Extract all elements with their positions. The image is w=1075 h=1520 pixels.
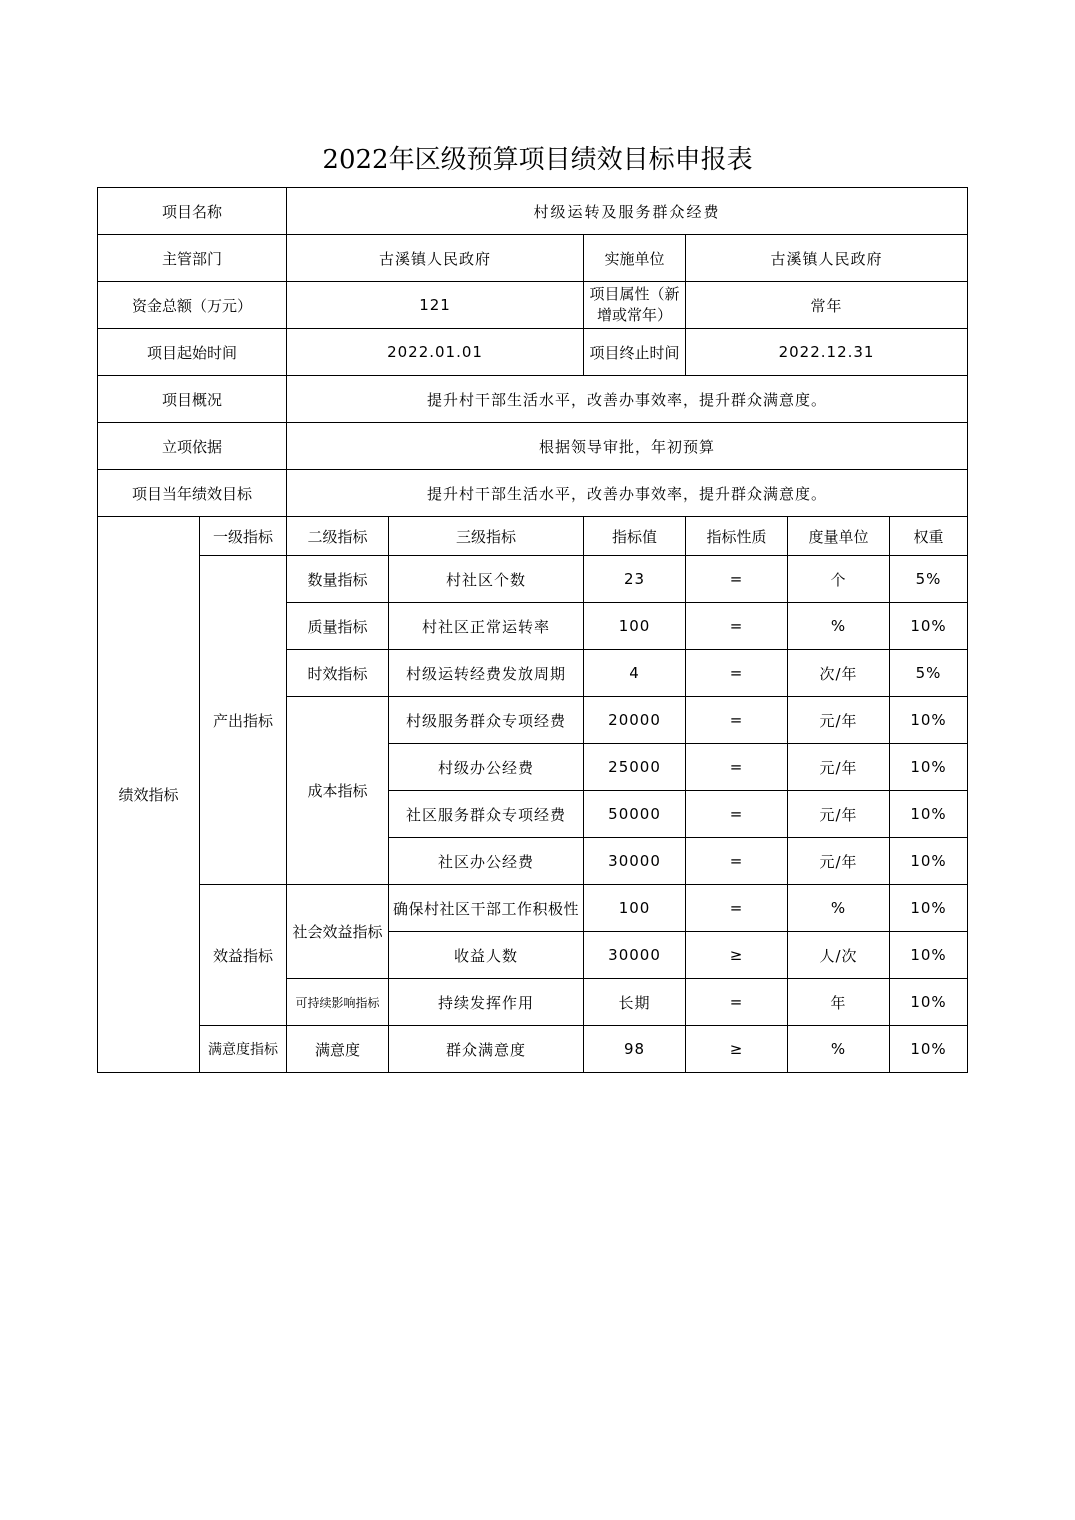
indicator-value: 30000 (584, 932, 686, 979)
indicator-unit: 元/年 (788, 744, 890, 791)
header-nature: 指标性质 (686, 517, 788, 556)
level1-benefit: 效益指标 (200, 885, 287, 1026)
row-funds (98, 282, 968, 329)
level2-social-benefit: 社会效益指标 (287, 885, 389, 979)
header-value: 指标值 (584, 517, 686, 556)
funds-label: 资金总额（万元） (98, 282, 287, 329)
level2-quantity: 数量指标 (287, 556, 389, 603)
row-overview (98, 376, 968, 423)
project-name-label: 项目名称 (98, 188, 287, 235)
perf-header-row (98, 517, 968, 556)
indicator-weight: 10% (890, 885, 968, 932)
goal-value: 提升村干部生活水平，改善办事效率，提升群众满意度。 (287, 470, 968, 517)
impl-value: 古溪镇人民政府 (686, 235, 968, 282)
start-label: 项目起始时间 (98, 329, 287, 376)
header-level2: 二级指标 (287, 517, 389, 556)
indicator-unit: 元/年 (788, 697, 890, 744)
indicator-unit: 人/次 (788, 932, 890, 979)
attr-label: 项目属性（新增或常年） (584, 282, 686, 329)
indicator-name: 村级服务群众专项经费 (389, 697, 584, 744)
overview-value: 提升村干部生活水平，改善办事效率，提升群众满意度。 (287, 376, 968, 423)
indicator-unit: % (788, 885, 890, 932)
level1-output: 产出指标 (200, 556, 287, 885)
indicator-name: 村社区个数 (389, 556, 584, 603)
indicator-weight: 10% (890, 603, 968, 650)
indicator-nature: ≥ (686, 1026, 788, 1073)
indicator-nature: = (686, 650, 788, 697)
indicator-value: 25000 (584, 744, 686, 791)
row-dates (98, 329, 968, 376)
indicator-value: 30000 (584, 838, 686, 885)
basis-value: 根据领导审批，年初预算 (287, 423, 968, 470)
level2-sustainable-impact: 可持续影响指标 (287, 979, 389, 1026)
indicator-nature: = (686, 885, 788, 932)
indicator-unit: 元/年 (788, 838, 890, 885)
funds-value: 121 (287, 282, 584, 329)
indicator-unit: 元/年 (788, 791, 890, 838)
attr-value: 常年 (686, 282, 968, 329)
indicator-name: 确保村社区干部工作积极性 (389, 885, 584, 932)
indicator-name: 收益人数 (389, 932, 584, 979)
level2-quality: 质量指标 (287, 603, 389, 650)
perf-section-label: 绩效指标 (98, 517, 200, 1073)
level2-satisfaction: 满意度 (287, 1026, 389, 1073)
end-value: 2022.12.31 (686, 329, 968, 376)
header-unit: 度量单位 (788, 517, 890, 556)
indicator-value: 23 (584, 556, 686, 603)
level2-timeliness: 时效指标 (287, 650, 389, 697)
header-weight: 权重 (890, 517, 968, 556)
row-basis (98, 423, 968, 470)
indicator-nature: = (686, 838, 788, 885)
dept-value: 古溪镇人民政府 (287, 235, 584, 282)
indicator-nature: = (686, 744, 788, 791)
goal-label: 项目当年绩效目标 (98, 470, 287, 517)
indicator-value: 4 (584, 650, 686, 697)
indicator-weight: 10% (890, 744, 968, 791)
start-value: 2022.01.01 (287, 329, 584, 376)
indicator-name: 持续发挥作用 (389, 979, 584, 1026)
project-name-value: 村级运转及服务群众经费 (287, 188, 968, 235)
indicator-unit: 个 (788, 556, 890, 603)
indicator-nature: ≥ (686, 932, 788, 979)
end-label: 项目终止时间 (584, 329, 686, 376)
table-row (98, 1026, 968, 1073)
indicator-weight: 10% (890, 838, 968, 885)
indicator-weight: 10% (890, 1026, 968, 1073)
basis-label: 立项依据 (98, 423, 287, 470)
indicator-name: 社区服务群众专项经费 (389, 791, 584, 838)
indicator-value: 20000 (584, 697, 686, 744)
table-row (98, 556, 968, 603)
indicator-unit: 次/年 (788, 650, 890, 697)
indicator-name: 村社区正常运转率 (389, 603, 584, 650)
performance-form-table (97, 187, 968, 1073)
dept-label: 主管部门 (98, 235, 287, 282)
indicator-weight: 10% (890, 697, 968, 744)
indicator-weight: 5% (890, 556, 968, 603)
level2-cost: 成本指标 (287, 697, 389, 885)
indicator-nature: = (686, 556, 788, 603)
row-project-name (98, 188, 968, 235)
indicator-name: 村级办公经费 (389, 744, 584, 791)
page-title: 2022年区级预算项目绩效目标申报表 (322, 145, 753, 175)
indicator-weight: 10% (890, 932, 968, 979)
row-goal (98, 470, 968, 517)
indicator-nature: = (686, 791, 788, 838)
indicator-weight: 10% (890, 791, 968, 838)
indicator-name: 群众满意度 (389, 1026, 584, 1073)
table-row (98, 885, 968, 932)
indicator-unit: 年 (788, 979, 890, 1026)
indicator-weight: 10% (890, 979, 968, 1026)
indicator-name: 社区办公经费 (389, 838, 584, 885)
indicator-value: 100 (584, 603, 686, 650)
indicator-nature: = (686, 603, 788, 650)
indicator-value: 100 (584, 885, 686, 932)
row-department (98, 235, 968, 282)
overview-label: 项目概况 (98, 376, 287, 423)
indicator-value: 长期 (584, 979, 686, 1026)
header-level3: 三级指标 (389, 517, 584, 556)
indicator-unit: % (788, 1026, 890, 1073)
indicator-unit: % (788, 603, 890, 650)
indicator-nature: = (686, 979, 788, 1026)
indicator-value: 50000 (584, 791, 686, 838)
indicator-name: 村级运转经费发放周期 (389, 650, 584, 697)
indicator-nature: = (686, 697, 788, 744)
impl-label: 实施单位 (584, 235, 686, 282)
level1-satisfaction: 满意度指标 (200, 1026, 287, 1073)
header-level1: 一级指标 (200, 517, 287, 556)
indicator-weight: 5% (890, 650, 968, 697)
indicator-value: 98 (584, 1026, 686, 1073)
